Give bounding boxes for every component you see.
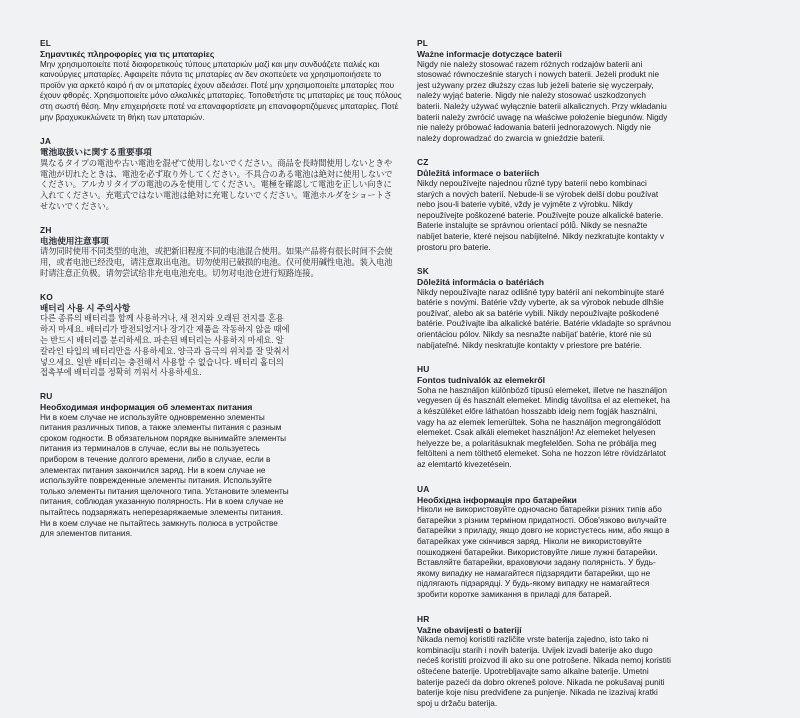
section-sk [417,266,773,351]
section-ja [40,136,400,212]
section-body: Ніколи не використовуйте одночасно батарейки різних типів або батарейки з різним терміном придатності. Обов'язково вилучайте батарейки з приладу, якщо довго не користуєтесь ним, або якщо в батарейках уже скінчився заряд. Ніколи не використовуйте пошкоджені батарейки. Використовуйте лише лужні батарейки. Вставляйте батарейки, враховуючи задану полярність. У будь-якому випадку не намагайтеся підзарядити батарейки, що не підлягають підзарядці. У будь-якому випадку не намагайтеся зробити коротке замикання в приладі для батарей. [417,505,670,599]
section-heading: Ważne informacje dotyczące baterii [417,49,562,59]
section-ko [40,292,400,378]
section-heading: 電池取扱いに関する重要事項 [40,147,152,158]
section-hr [417,614,773,710]
section-body: Nigdy nie należy stosować razem różnych rodzajów baterii ani stosować równocześnie starych i nowych baterii. Jeżeli produkt nie jest używany przez dłuższy czas lub jeżeli baterie się wyczerpały, należy wyjąć baterie. Nigdy nie należy stosować uszkodzonych baterii. Należy używać wyłącznie baterii alkalicznych. Przy wkładaniu baterii należy zwrócić uwagę na właściwe położenie biegunów. Nigdy nie należy próbować ładowania baterii jednorazowych. Nigdy nie należy doprowadzać do zwarcia w gnieździe baterii. [417,59,668,143]
section-heading: Fontos tudnivalók az elemekről [417,375,545,386]
language-code: UA [417,483,430,494]
section-heading: Důležitá informace o bateriích [417,168,540,179]
language-code: PL [417,38,429,48]
language-code: SK [417,266,430,277]
section-body: Ни в коем случае не используйте одновременно элементы питания различных типов, а также элементы питания с разным сроком годности. В обязательном порядке вынимайте элементы питания из терминалов в случае, если вы не пользуетесь прибором в течение долгого времени, либо в случае, если в элементах питания закончился заряд. Ни в коем случае не используйте поврежденные элементы питания. Используйте только элементы питания щелочного типа. Установите элементы питания, соблюдая указанную полярность. Ни в коем случае не пытайтесь подзаряжать неперезаряжаемые элементы питания. Ни в коем случае не пытайтесь замкнуть полюса в устройстве для элементов питания. [40,412,289,539]
section-ru [40,391,400,540]
section-heading: Необходимая информация об элементах питания [40,402,253,413]
section-heading: 电池使用注意事项 [40,235,109,246]
section-heading: Dôležitá informácia o batériách [417,277,545,288]
section-body: Soha ne használjon különböző típusú elemeket, illetve ne használjon vegyesen új és használt elemeket. Mindig távolítsa el az elemeket, ha a készüléket előre láthatóan hosszabb ideig nem fogják használni, vagy ha az elemek lemerültek. Soha ne használjon megrongálódott elemeket. Csak alkáli elemeket használjon! Az elemeket helyesen helyezze be, a polaritásuknak megfelelően. Soha ne próbálja meg feltölteni a nem tölthető elemeket. Soha ne hozzon létre rövidzárlatot az elemtartó kivezetésein. [417,385,671,469]
section-heading: Važne obavijesti o baterijí [417,624,522,635]
left-column [40,38,400,540]
section-el [40,38,400,123]
section-body: Nikdy nepoužívejte najednou různé typy baterií nebo kombinaci starých a nových baterií. Nebude-li se výrobek delší dobu používat nebo jsou-li baterie vybité, vždy je vyjměte z výrobku. Nikdy nepoužívejte poškozené baterie. Používejte pouze alkalické baterie. Baterie instalujte se správnou orientací pólů. Nikdy se nesnažte nabíjet baterie, které nejsou nabíjitelné. Nikdy nezkratujte kontakty v prostoru pro baterie. [417,178,665,252]
section-cz [417,157,773,253]
language-code: HR [417,613,430,624]
section-body: 다른 종류의 배터리를 함께 사용하거나, 새 전지와 오래된 전지를 혼용하지 마세요. 배터리가 방전되었거나 장기간 제품을 작동하지 않을 때에는 반드시 배터리를 분리하세요. 파손된 배터리는 사용하지 마세요. 알칼라인 타입의 배터리만을 사용하세요. 양극과 음극의 위치를 잘 맞춰서 넣으세요. 일반 배터리는 충전해서 사용할 수 없습니다. 배터리 홀더의 접촉부에 배터리를 정확히 끼워서 사용하세요. [40,313,290,378]
section-body: Nikdy nepoužívajte naraz odlišné typy batérií ani nekombinujte staré batérie s novými. Batérie vždy vyberte, ak sa výrobok nebude dlhšie používať, alebo ak sa batérie vybili. Nikdy nepoužívajte poškodené batérie. Používajte iba alkalické batérie. Batérie vkladajte so správnou orientáciou pólov. Nikdy sa nesnažte nabíjať batérie, ktoré nie sú nabíjateľné. Nikdy neskratujte kontakty v priestore pre batérie. [417,287,671,350]
language-code: JA [40,136,52,147]
section-body: Nikada nemoj koristiti različite vrste baterija zajedno, isto tako ni kombinaciju starih i novih baterija. Uvijek izvadi baterije ako dugo nećeš koristiti proizvod ili ako su one potrošene. Nikada nemoj koristiti oštećene baterije. Upotrebljavajte samo alkalne baterije. Umetni baterije pazeći da dobro okreneš polove. Nikada ne pokušavaj puniti baterije koje nisu predviđene za punjenje. Nikada ne izazivaj kratki spoj u držaču baterija. [417,635,671,708]
language-code: EL [40,38,52,48]
section-hu [417,364,773,470]
language-code: HU [417,364,430,375]
section-heading: Σημαντικές πληροφορίες για τις μπαταρίες [40,49,215,59]
language-code: CZ [417,157,429,168]
language-code: RU [40,391,53,402]
section-body: 異なるタイプの電池や古い電池を混ぜて使用しないでください。商品を長時間使用しないときや電池が切れたときは、電池を必ず取り外してください。不具合のある電池は絶対に使用しないでください。アルカリタイプの電池のみを使用してください。電極を確認して電池を正しい向きに入れてください。充電式ではない電池は絶対に充電しないでください。電池ホルダをショートさせないでください。 [40,157,393,211]
section-pl [417,38,773,144]
section-body: Μην χρησιμοποιείτε ποτέ διαφορετικούς τύπους μπαταριών μαζί και μην συνδυάζετε παλιές και καινούργιες μπαταρίες. Αφαιρείτε πάντα τις μπαταρίες αν δεν σκοπεύετε να χρησιμοποιήσετε το προϊόν για αρκετό καιρό ή αν οι μπαταρίες έχουν αδειάσει. Ποτέ μην χρησιμοποιείτε μπαταρίες που έχουν φθορές. Χρησιμοποιείτε μόνο αλκαλικές μπαταρίες. Τοποθετήστε τις μπαταρίες με τους πόλους στη σωστή θέση. Μην επιχειρήσετε ποτέ να επαναφορτίσετε μη επαναφορτιζόμενες μπαταρίες. Ποτέ μην βραχυκυκλώνετε τη θήκη των μπαταριών. [40,59,402,122]
section-zh [40,225,400,279]
section-ua [417,484,773,601]
language-code: KO [40,291,53,302]
section-heading: Необхідна інформація про батарейки [417,494,577,505]
section-heading: 배터리 사용 시 주의사항 [40,302,131,313]
section-body: 请勿同时使用不同类型的电池，或把新旧程度不同的电池混合使用。如果产品将有很长时间不会使用，或者电池已经没电，请注意取出电池。切勿使用已破损的电池。仅可使用碱性电池。装入电池时请注意正负极。请勿尝试给非充电电池充电。切勿对电池仓进行短路连接。 [40,246,393,278]
right-column [417,38,773,709]
language-code: ZH [40,224,52,235]
